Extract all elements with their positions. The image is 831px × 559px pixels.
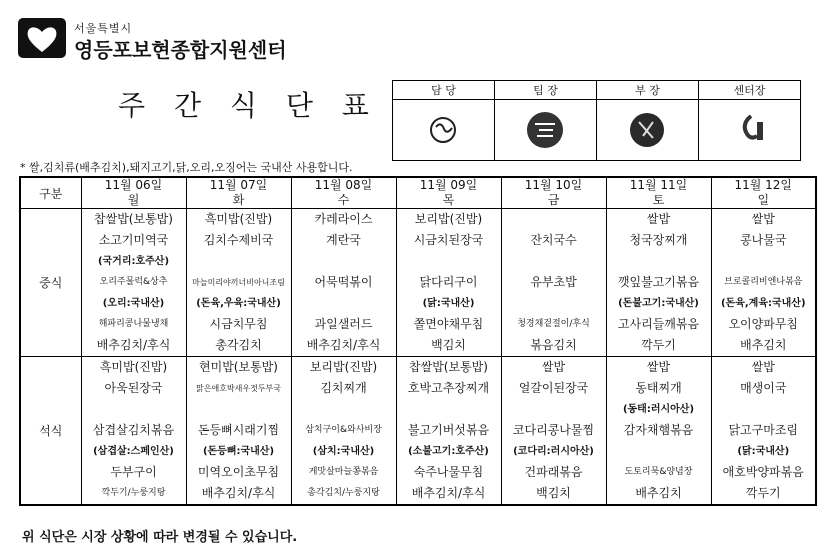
menu-item: 배추김치 [740, 338, 787, 352]
dinner-cell [81, 357, 186, 506]
menu-item: 오리주물럭&상추 [99, 277, 168, 287]
lunch-cell [186, 209, 291, 357]
menu-item: 미역오이초무침 [197, 465, 280, 479]
day-date: 11월 10일 [524, 178, 583, 192]
menu-item: 마늘미리야끼너비아니조림 [192, 278, 285, 287]
day-header [606, 177, 711, 209]
menu-item: 시금치된장국 [413, 233, 484, 247]
menu-item: 김치수제비국 [203, 233, 274, 247]
origin-note [502, 293, 606, 314]
lunch-cell [291, 209, 396, 357]
menu-item: 배추김치/후식 [306, 338, 381, 352]
menu-item: 시금치무침 [209, 317, 268, 331]
origin-note [187, 399, 291, 420]
menu-item: 쫄면야채무침 [413, 317, 484, 331]
origin-note: (닭:국내산) [737, 446, 790, 457]
menu-item: 어묵떡볶이 [314, 275, 373, 289]
day-date: 11월 09일 [419, 178, 478, 192]
menu-item: 총각김치/누룽지탕 [307, 488, 380, 498]
signature-stamp-icon [699, 100, 800, 160]
day-date: 11월 06일 [104, 178, 163, 192]
org-name: 영등포보현종합지원센터 [74, 38, 287, 62]
approval-header-manager: 담 당 [393, 81, 495, 100]
lunch-row [20, 209, 816, 357]
menu-item: 동태찌개 [635, 381, 682, 395]
origin-note: (돈불고기:국내산) [618, 298, 699, 309]
origin-note [82, 399, 186, 420]
day-header [396, 177, 501, 209]
day-weekday: 금 [547, 193, 560, 207]
menu-item: 쌀밥 [751, 360, 775, 374]
menu-item: 계란국 [326, 233, 361, 247]
footer-note: 위 식단은 시장 상황에 따라 변경될 수 있습니다. [22, 530, 298, 545]
day-weekday: 일 [757, 193, 770, 207]
origin-note: (소불고기:호주산) [408, 446, 489, 457]
menu-item: 백김치 [536, 486, 571, 500]
menu-item: 아욱된장국 [104, 381, 163, 395]
menu-item: 찹쌀밥(보통밥) [94, 212, 173, 226]
day-date: 11월 08일 [314, 178, 373, 192]
day-weekday: 화 [232, 193, 245, 207]
menu-item: 게맛살마늘쫑볶음 [308, 467, 379, 477]
menu-item: 얼갈이된장국 [518, 381, 589, 395]
menu-item: 보리밥(진밥) [309, 360, 378, 374]
origin-note: (돈육,계육:국내산) [720, 298, 806, 309]
menu-item: 코다리콩나물찜 [512, 423, 595, 437]
origin-note: (삼겹살:스페인산) [93, 446, 174, 457]
approval-box [392, 80, 801, 161]
dinner-label: 석식 [20, 357, 81, 506]
origin-note: (돈등뼈:국내산) [202, 446, 275, 457]
menu-item: 총각김치 [215, 338, 262, 352]
origin-note [607, 441, 711, 462]
menu-item: 맑은애호박새우젓두부국 [195, 384, 281, 393]
approval-sign-director [597, 100, 699, 161]
menu-item: 매생이국 [740, 381, 787, 395]
lunch-cell [711, 209, 816, 357]
origin-notice: * 쌀,김치류(배추김치),돼지고기,닭,오리,오징어는 국내산 사용합니다. [20, 161, 353, 174]
day-header [186, 177, 291, 209]
day-header [81, 177, 186, 209]
menu-item: 쌀밥 [751, 212, 775, 226]
dinner-cell [291, 357, 396, 506]
menu-item: 찹쌀밥(보통밥) [409, 360, 488, 374]
menu-item: 과일샐러드 [314, 317, 373, 331]
menu-item: 쌀밥 [646, 212, 671, 226]
origin-note [502, 399, 606, 420]
approval-header-director: 부 장 [597, 81, 699, 100]
origin-note [292, 399, 396, 420]
origin-note: (돈육,우육:국내산) [196, 298, 281, 309]
menu-item: 배추김치/후식 [411, 486, 486, 500]
approval-header-team-lead: 팀 장 [495, 81, 597, 100]
origin-note [292, 293, 396, 314]
origin-note [397, 399, 501, 420]
menu-item: 감자채햄볶음 [623, 423, 694, 437]
menu-item: 삼겹살김치볶음 [92, 423, 175, 437]
menu-item: 현미밥(보통밥) [199, 360, 278, 374]
menu-item: 도토리묵&양념장 [624, 467, 693, 477]
origin-note: (국거리:호주산) [97, 256, 170, 267]
lunch-cell [396, 209, 501, 357]
org-logo-icon [18, 18, 66, 58]
approval-header-center-head: 센터장 [699, 81, 801, 100]
approval-sign-manager [393, 100, 495, 161]
menu-item: 청경채겉절이/후식 [517, 319, 590, 329]
dinner-cell [606, 357, 711, 506]
origin-note [502, 251, 606, 272]
day-date: 11월 11일 [629, 178, 688, 192]
approval-sign-team-lead [495, 100, 597, 161]
menu-item: 흑미밥(진밥) [204, 212, 273, 226]
menu-item: 깻잎불고기볶음 [617, 275, 700, 289]
menu-item: 깍두기/누룽지탕 [101, 488, 166, 498]
dinner-row [20, 357, 816, 506]
menu-item: 해파리콩나물냉채 [98, 319, 169, 329]
menu-item: 잔치국수 [530, 233, 577, 247]
dinner-cell [711, 357, 816, 506]
menu-item: 쌀밥 [646, 360, 671, 374]
org-subtitle: 서울특별시 [74, 22, 133, 35]
menu-item: 고사리들깨볶음 [617, 317, 700, 331]
day-weekday: 월 [127, 193, 140, 207]
menu-item [502, 209, 606, 230]
menu-item: 배추김치 [635, 486, 682, 500]
menu-item: 볶음김치 [530, 338, 577, 352]
menu-item: 돈등뼈시래기찜 [197, 423, 280, 437]
menu-item: 배추김치/후식 [96, 338, 171, 352]
lunch-cell [81, 209, 186, 357]
menu-item: 콩나물국 [740, 233, 787, 247]
menu-item: 흑미밥(진밥) [99, 360, 168, 374]
menu-item: 소고기미역국 [98, 233, 169, 247]
day-weekday: 목 [442, 193, 455, 207]
menu-item: 보리밥(진밥) [414, 212, 483, 226]
day-header [291, 177, 396, 209]
dinner-cell [501, 357, 606, 506]
menu-item: 호박고추장찌개 [407, 381, 490, 395]
menu-item: 깍두기 [745, 486, 781, 500]
menu-item: 두부구이 [110, 465, 157, 479]
origin-note: (삼치:국내산) [312, 446, 375, 457]
dinner-cell [396, 357, 501, 506]
menu-item: 청국장찌개 [629, 233, 688, 247]
menu-item: 백김치 [431, 338, 466, 352]
day-weekday: 토 [652, 193, 665, 207]
origin-note [292, 251, 396, 272]
origin-note: (오리:국내산) [102, 298, 165, 309]
origin-note [712, 399, 816, 420]
signature-stamp-icon [495, 100, 596, 160]
menu-item: 숙주나물무침 [413, 465, 484, 479]
menu-item: 삼치구이&와사비장 [305, 425, 382, 435]
origin-note: (닭:국내산) [422, 298, 475, 309]
page-title: 주 간 식 단 표 [118, 89, 379, 122]
menu-item: 깍두기 [641, 338, 676, 352]
origin-note [607, 251, 711, 272]
menu-item: 오이양파무침 [728, 317, 799, 331]
signature-stamp-icon [393, 100, 494, 160]
menu-item: 카레라이스 [314, 212, 373, 226]
lunch-cell [606, 209, 711, 357]
origin-note: (동태:러시아산) [622, 404, 695, 415]
origin-note [397, 251, 501, 272]
menu-item: 배추김치/후식 [201, 486, 276, 500]
dinner-cell [186, 357, 291, 506]
table-header-row [20, 177, 816, 209]
weekly-menu-table [19, 176, 817, 506]
menu-item: 쌀밥 [541, 360, 566, 374]
day-header [501, 177, 606, 209]
menu-item: 건파래볶음 [524, 465, 583, 479]
menu-item: 브로콜리비엔나볶음 [724, 277, 803, 287]
origin-note: (코다리:러시아산) [513, 446, 594, 457]
origin-note [712, 251, 816, 272]
day-date: 11월 12일 [734, 178, 793, 192]
menu-item: 김치찌개 [320, 381, 367, 395]
day-header [711, 177, 816, 209]
day-weekday: 수 [337, 193, 350, 207]
corner-label: 구분 [20, 177, 81, 209]
menu-item: 불고기버섯볶음 [407, 423, 490, 437]
lunch-cell [501, 209, 606, 357]
signature-stamp-icon [597, 100, 698, 160]
approval-sign-center-head [699, 100, 801, 161]
menu-item: 닭고구마조림 [728, 423, 799, 437]
menu-item: 애호박양파볶음 [722, 465, 804, 479]
lunch-label: 중식 [20, 209, 81, 357]
menu-item: 닭다리구이 [419, 275, 478, 289]
menu-item: 유부초밥 [530, 275, 577, 289]
day-date: 11월 07일 [209, 178, 268, 192]
origin-note [187, 251, 291, 272]
